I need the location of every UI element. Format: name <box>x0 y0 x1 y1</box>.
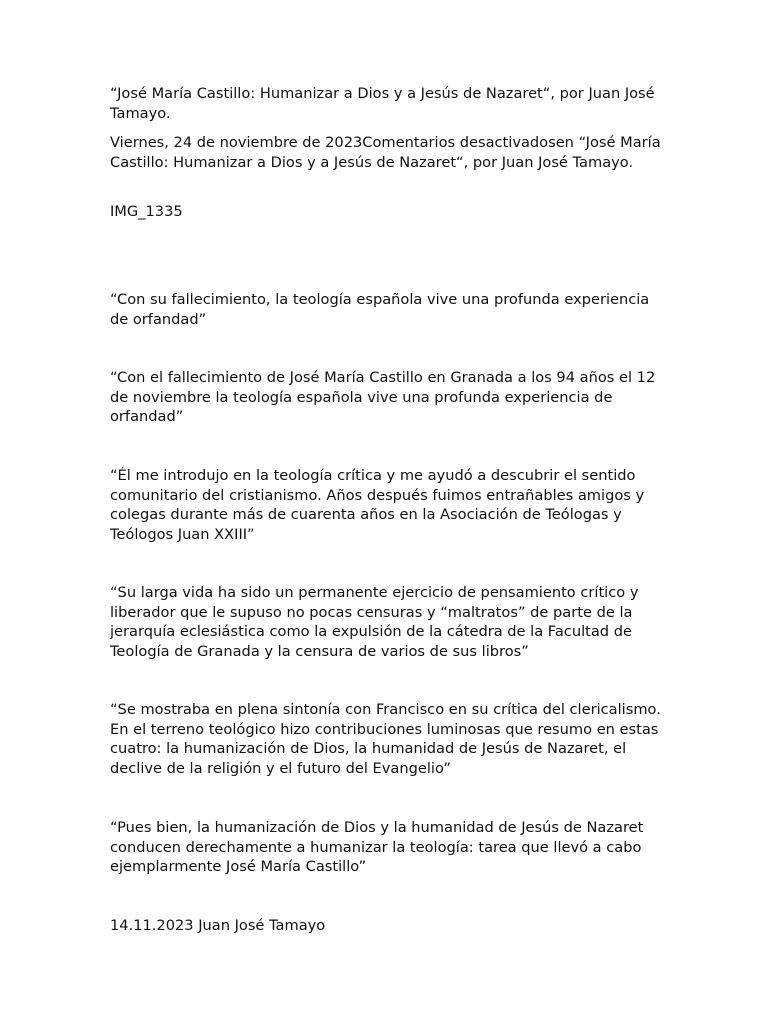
quote-paragraph-4: “Su larga vida ha sido un permanente ejercicio de pensamiento crítico y liberador que le supuso no pocas censuras y “maltratos” de parte de la jerarquía eclesiástica como la expulsión de la cátedra de la Facultad de Teología de Granada y la censura de varios de sus libros” <box>110 584 639 660</box>
quote-paragraph-1: “Con su fallecimiento, la teología española vive una profunda experiencia de orfandad” <box>110 291 650 328</box>
quote-paragraph-5: “Se mostraba en plena sintonía con Francisco en su crítica del clericalismo. En el terreno teológico hizo contribuciones luminosas que resumo en estas cuatro: la humanización de Dios, la humanidad de Jesús de Nazaret, el declive de la religión y el futuro del Evangelio” <box>110 701 661 777</box>
quote-paragraph-3: “Él me introdujo en la teología crítica y me ayudó a descubrir el sentido comunitario del cristianismo. Años después fuimos entrañables amigos y colegas durante más de cuarenta años en la Asociación de Teólogas y Teólogos Juan XXIII” <box>110 467 645 543</box>
post-meta-line: Viernes, 24 de noviembre de 2023Comentarios desactivadosen “José María Castillo: Humanizar a Dios y a Jesús de Nazaret“, por Juan José Tamayo. <box>110 134 661 171</box>
signature-line: 14.11.2023 Juan José Tamayo <box>110 917 326 934</box>
document-title: “José María Castillo: Humanizar a Dios y a Jesús de Nazaret“, por Juan José Tamayo. <box>110 85 655 122</box>
quote-paragraph-2: “Con el fallecimiento de José María Castillo en Granada a los 94 años el 12 de noviembre la teología española vive una profunda experiencia de orfandad” <box>110 369 656 426</box>
image-caption: IMG_1335 <box>110 203 183 220</box>
quote-paragraph-6: “Pues bien, la humanización de Dios y la humanidad de Jesús de Nazaret conducen derechamente a humanizar la teología: tarea que llevó a cabo ejemplarmente José María Castillo” <box>110 819 644 876</box>
